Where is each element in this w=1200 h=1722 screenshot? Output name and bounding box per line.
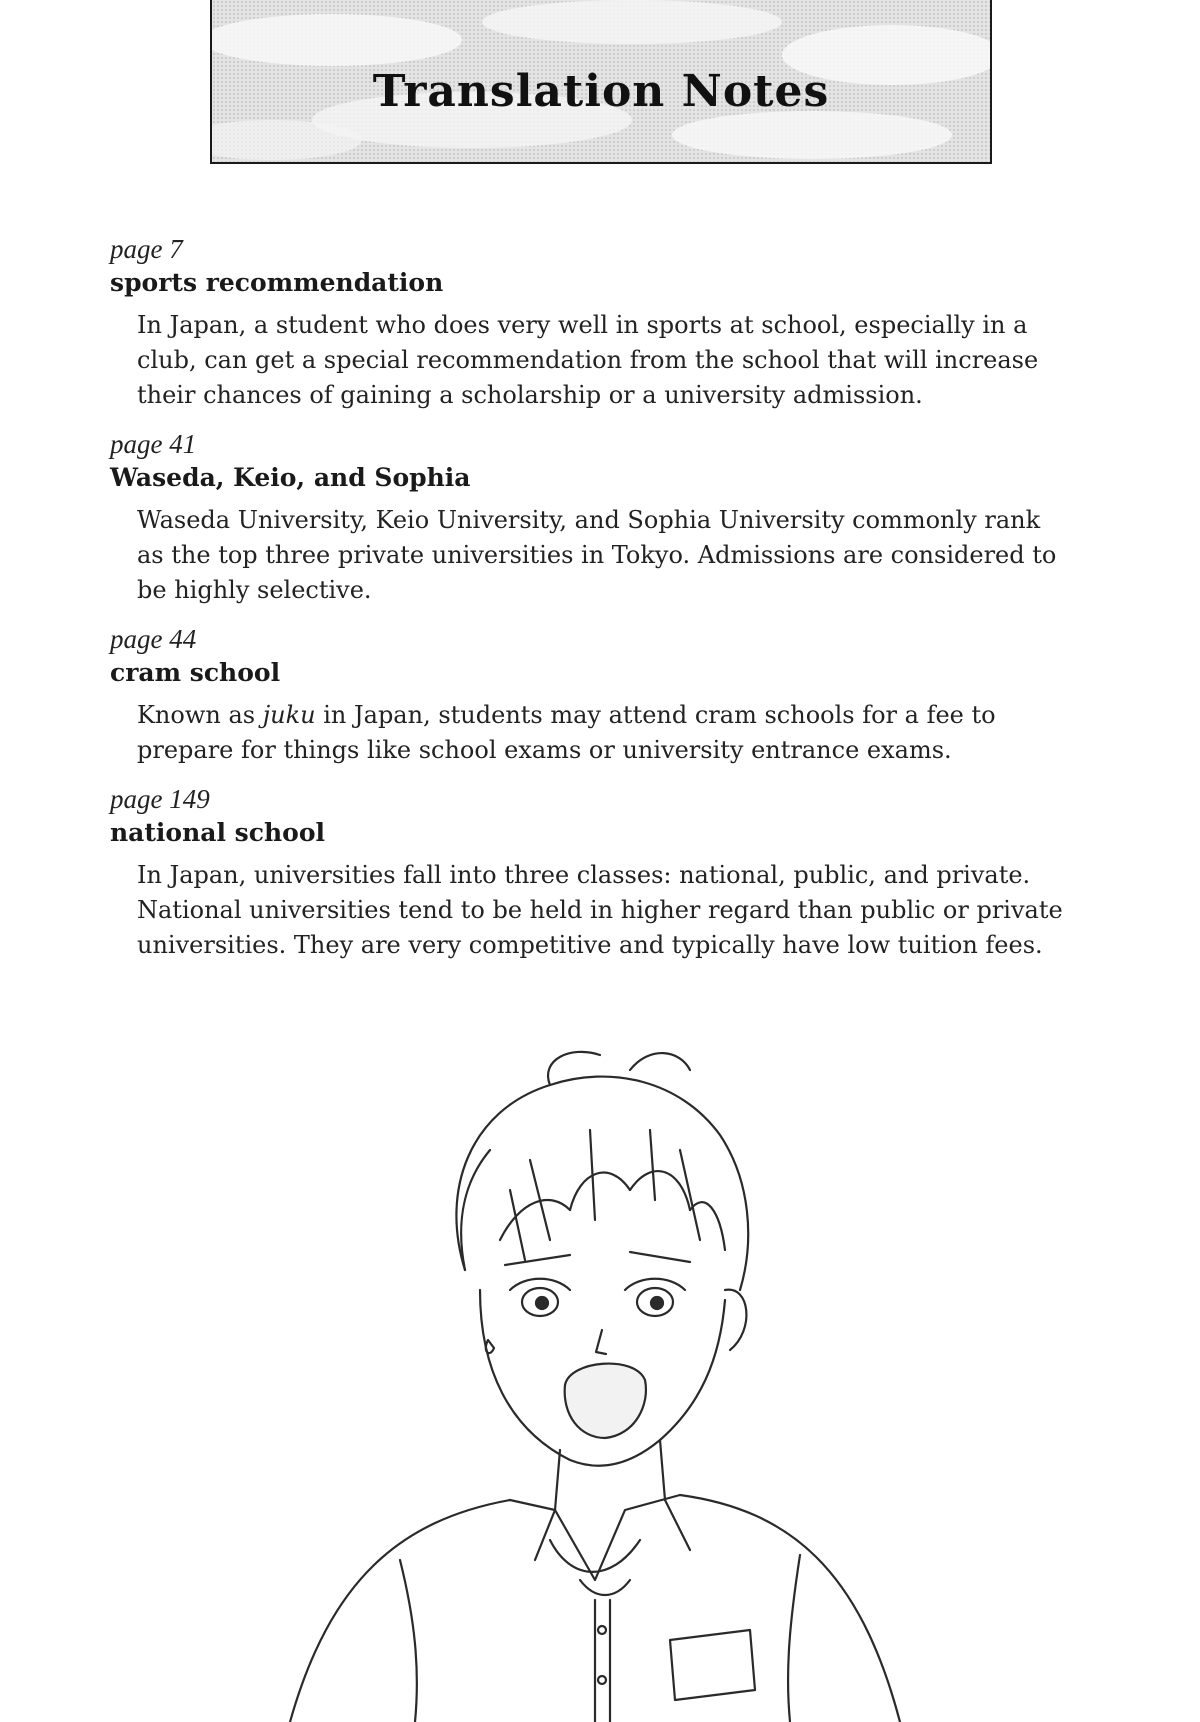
note-term: sports recommendation [110, 268, 444, 297]
header-banner [210, 0, 992, 164]
note-body: In Japan, universities fall into three classes: national, public, and private. National universities tend to be held in higher regard than public or private universities. They are very competitive and typically have low tuition fees. [137, 861, 1063, 959]
note-page-ref: page 44 [110, 624, 197, 654]
note-item [110, 427, 1070, 608]
note-body [137, 698, 1070, 768]
page-title: Translation Notes [372, 66, 830, 117]
note-body-text: in Japan, students may attend cram schools for a fee to prepare for things like school exams or university entrance exams. [137, 701, 996, 764]
note-item [110, 232, 1070, 413]
note-item [110, 622, 1070, 768]
manga-boy-illustration-icon [250, 1040, 950, 1722]
note-body: Waseda University, Keio University, and Sophia University commonly rank as the top three private universities in Tokyo. Admissions are considered to be highly selective. [137, 506, 1057, 604]
note-body-emphasis: juku [262, 701, 316, 729]
note-term: national school [110, 818, 325, 847]
note-page-ref: page 41 [110, 429, 197, 459]
note-term: cram school [110, 658, 281, 687]
note-term: Waseda, Keio, and Sophia [110, 463, 471, 492]
note-body-text: Known as [137, 701, 263, 729]
note-page-ref: page 149 [110, 784, 210, 814]
note-page-ref: page 7 [110, 234, 183, 264]
note-body: In Japan, a student who does very well in sports at school, especially in a club, can get a special recommendation from the school that will increase their chances of gaining a scholarship or a university admission. [137, 311, 1039, 409]
notes-list [110, 232, 1070, 977]
note-item [110, 782, 1070, 963]
